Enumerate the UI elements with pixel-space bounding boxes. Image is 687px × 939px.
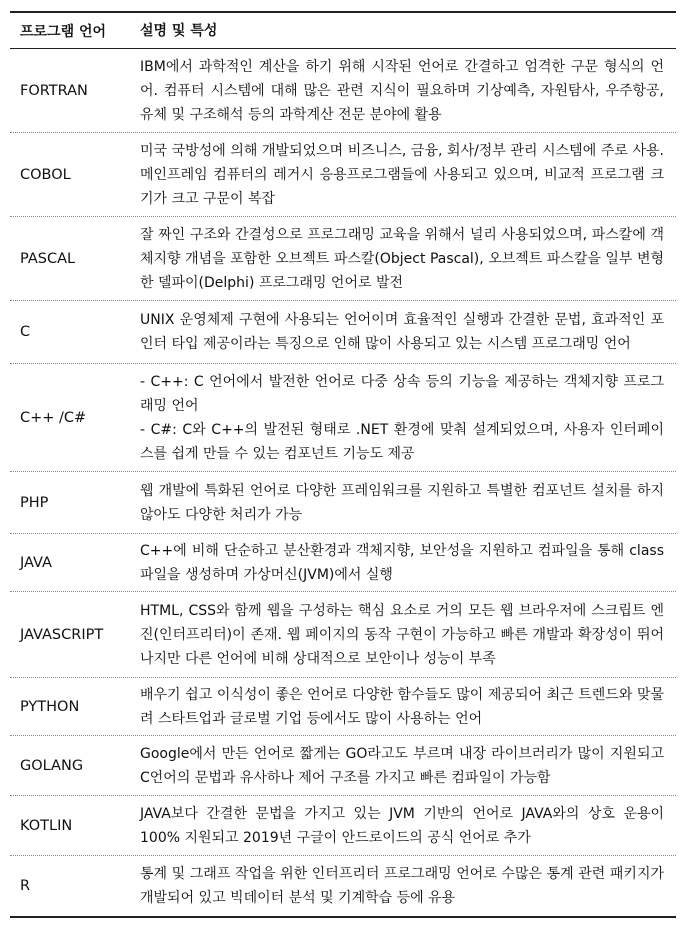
language-description-cpp: - C++: C 언어에서 발전한 언어로 다중 상속 등의 기능을 제공하는 객체지향 프로그래밍 언어: [140, 373, 664, 414]
table-row-golang: [10, 736, 676, 796]
language-name: PASCAL: [20, 250, 76, 267]
language-description: UNIX 운영체제 구현에 사용되는 언어이며 효율적인 실행과 간결한 문법, 효과적인 포인터 타입 제공이라는 특징으로 인해 많이 사용되고 있는 시스템 프로그래밍 언어: [140, 312, 664, 352]
language-description: 웹 개발에 특화된 언어로 다양한 프레임워크를 지원하고 특별한 컴포넌트 설치를 하지 않아도 다양한 처리가 가능: [140, 482, 664, 523]
language-name: JAVASCRIPT: [20, 626, 104, 643]
table-row-cpp-csharp: [10, 364, 676, 472]
language-name: R: [20, 878, 31, 894]
language-name: KOTLIN: [20, 817, 73, 834]
language-name: FORTRAN: [20, 82, 88, 99]
language-name: JAVA: [20, 554, 52, 571]
table-row-pascal: [10, 217, 676, 301]
table-row-php: [10, 472, 676, 534]
language-name: COBOL: [20, 166, 71, 183]
table-row-kotlin: [10, 796, 676, 856]
table-row-cobol: [10, 133, 676, 217]
language-name: PHP: [20, 494, 49, 511]
table-row-r: [10, 856, 676, 916]
language-table: [10, 11, 676, 918]
header-description: 설명 및 특성: [140, 22, 218, 39]
language-name: PYTHON: [20, 698, 80, 715]
language-description: C++에 비해 단순하고 분산환경과 객체지향, 보안성을 지원하고 컴파일을 통해 class 파일을 생성하며 가상머신(JVM)에서 실행: [140, 542, 664, 583]
table-header: [10, 13, 676, 49]
table-row-fortran: [10, 49, 676, 133]
language-description: HTML, CSS와 함께 웹을 구성하는 핵심 요소로 거의 모든 웹 브라우저에 스크립트 엔진(인터프리터)이 존재. 웹 페이지의 동작 구현이 가능하고 빠른 개발과 확장성이 뛰어나지만 다른 언어에 비해 상대적으로 보안이나 성능이 부족: [140, 602, 664, 667]
language-description-csharp: - C#: C와 C++의 발전된 형태로 .NET 환경에 맞춰 설계되었으며, 사용자 인터페이스를 쉽게 만들 수 있는 컴포넌트 기능도 제공: [140, 421, 664, 462]
header-language: 프로그램 언어: [20, 23, 107, 40]
language-description: 미국 국방성에 의해 개발되었으며 비즈니스, 금융, 회사/정부 관리 시스템에 주로 사용. 메인프레임 컴퓨터의 레거시 응용프로그램들에 사용되고 있으며, 비교적 프로그램 크기가 크고 구문이 복잡: [140, 142, 664, 207]
language-description: 배우기 쉽고 이식성이 좋은 언어로 다양한 함수들도 많이 제공되어 최근 트렌드와 맞물려 스타트업과 글로벌 기업 등에서도 많이 사용하는 언어: [140, 686, 664, 727]
language-name: C++ /C#: [20, 409, 87, 426]
language-description: Google에서 만든 언어로 짧게는 GO라고도 부르며 내장 라이브러리가 많이 지원되고 C언어의 문법과 유사하나 제어 구조를 가지고 빠른 컴파일이 가능함: [140, 745, 664, 786]
language-name: GOLANG: [20, 757, 84, 774]
table-row-javascript: [10, 592, 676, 678]
table-row-c: [10, 301, 676, 364]
table-row-java: [10, 534, 676, 592]
language-description: 잘 짜인 구조와 간결성으로 프로그래밍 교육을 위해서 널리 사용되었으며, 파스칼에 객체지향 개념을 포함한 오브젝트 파스칼(Object Pascal), 오브젝트 파스칼을 일부 변형한 델파이(Delphi) 프로그래밍 언어로 발전: [140, 226, 664, 291]
table-row-python: [10, 678, 676, 736]
language-description: JAVA보다 간결한 문법을 가지고 있는 JVM 기반의 언어로 JAVA와의 상호 운용이 100% 지원되고 2019년 구글이 안드로이드의 공식 언어로 추가: [140, 805, 664, 846]
language-description: IBM에서 과학적인 계산을 하기 위해 시작된 언어로 간결하고 엄격한 구문 형식의 언어. 컴퓨터 시스템에 대해 많은 관련 지식이 필요하며 기상예측, 자원탐사, 우주항공, 유체 및 구조해석 등의 과학계산 전문 분야에 활용: [140, 58, 664, 123]
language-name: C: [20, 324, 31, 340]
language-description: 통계 및 그래프 작업을 위한 인터프리터 프로그래밍 언어로 수많은 통계 관련 패키지가 개발되어 있고 빅데이터 분석 및 기계학습 등에 유용: [140, 866, 664, 906]
